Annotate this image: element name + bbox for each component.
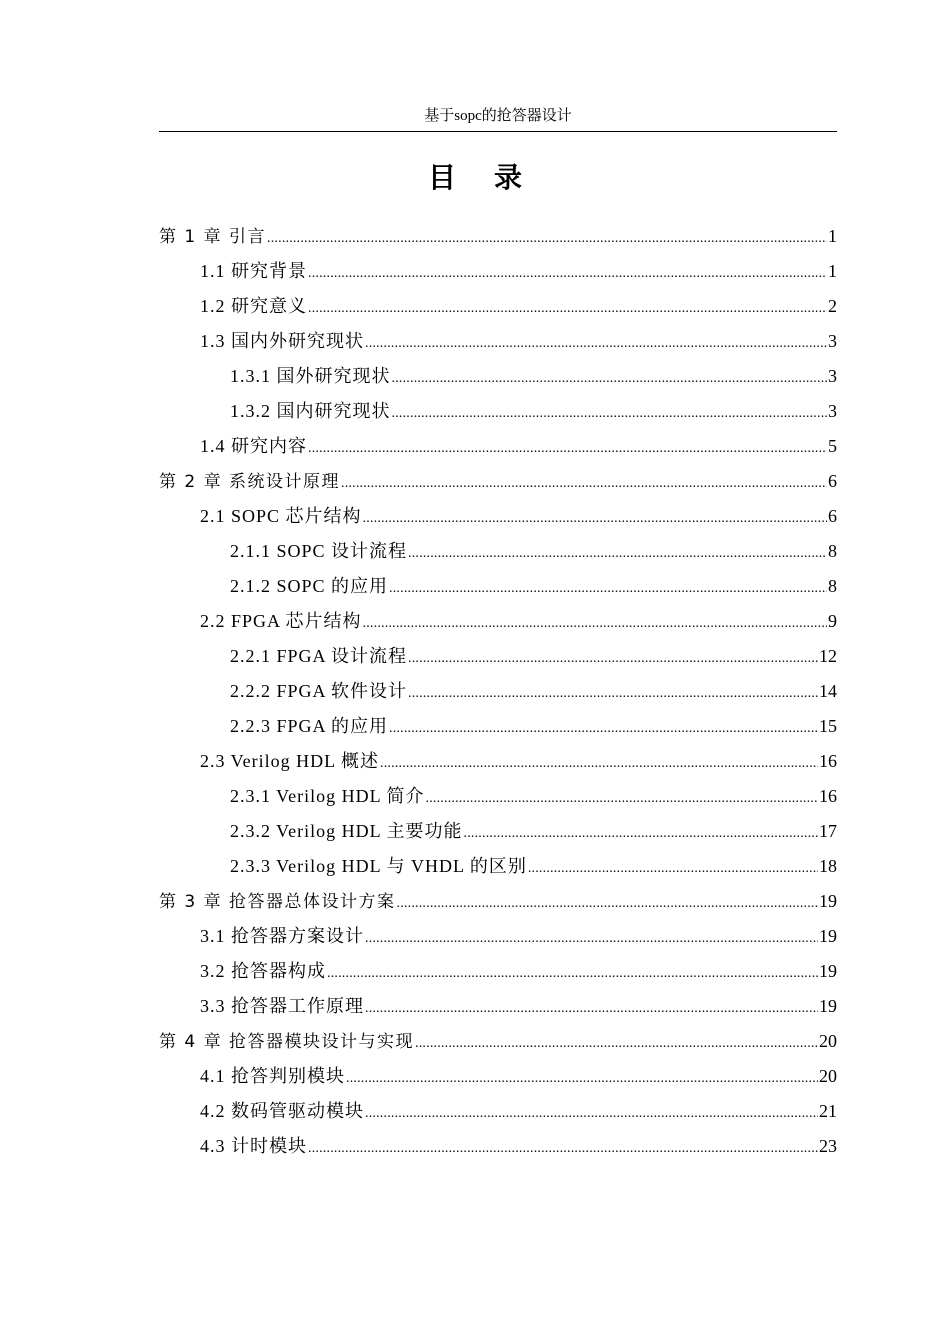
- toc-entry-page-number: 23: [819, 1136, 837, 1156]
- toc-entry[interactable]: [200, 604, 837, 639]
- toc-entry[interactable]: [159, 884, 837, 919]
- toc-entry[interactable]: [230, 674, 837, 709]
- toc-entry-page-number: 14: [819, 681, 837, 701]
- toc-entry[interactable]: [200, 744, 837, 779]
- toc-entry[interactable]: [200, 1129, 837, 1164]
- toc-entry[interactable]: [230, 849, 837, 884]
- toc-entry-label: 2.2.1 FPGA 设计流程: [230, 646, 408, 666]
- toc-entry[interactable]: [230, 569, 837, 604]
- toc-entry[interactable]: [200, 1094, 837, 1129]
- toc-entry-page-number: 1: [828, 226, 837, 246]
- toc-entry-label: 1.2 研究意义: [200, 296, 307, 316]
- toc-entry-page-number: 19: [819, 961, 837, 981]
- dot-leader: [327, 956, 818, 991]
- toc-entry[interactable]: [230, 534, 837, 569]
- toc-entry-page-number: 17: [819, 821, 837, 841]
- toc-entry-page-number: 20: [819, 1031, 837, 1051]
- toc-entry-page-number: 8: [828, 541, 837, 561]
- toc-entry-label: 2.1.1 SOPC 设计流程: [230, 541, 408, 561]
- toc-entry-label: 第 2 章 系统设计原理: [159, 472, 341, 492]
- toc-entry-page-number: 6: [828, 506, 837, 526]
- toc-entry-page-number: 19: [819, 996, 837, 1016]
- dot-leader: [392, 396, 828, 431]
- toc-entry-page-number: 2: [828, 296, 837, 316]
- toc-entry-page-number: 18: [819, 856, 837, 876]
- toc-entry-label: 2.3 Verilog HDL 概述: [200, 751, 379, 771]
- dot-leader: [408, 641, 818, 676]
- toc-entry[interactable]: [159, 464, 837, 499]
- dot-leader: [363, 606, 827, 641]
- toc-entry-page-number: 19: [819, 891, 837, 911]
- dot-leader: [464, 816, 819, 851]
- toc-entry-page-number: 3: [828, 401, 837, 421]
- toc-entry-label: 1.1 研究背景: [200, 261, 307, 281]
- toc-entry-page-number: 6: [828, 471, 837, 491]
- dot-leader: [308, 431, 827, 466]
- toc-entry[interactable]: [200, 499, 837, 534]
- toc-entry-label: 2.1.2 SOPC 的应用: [230, 576, 389, 596]
- toc-entry-label: 第 3 章 抢答器总体设计方案: [159, 892, 396, 912]
- dot-leader: [380, 746, 818, 781]
- page-header: 基于sopc的抢答器设计: [424, 108, 572, 124]
- toc-entry-label: 1.3.1 国外研究现状: [230, 366, 391, 386]
- toc-entry-page-number: 20: [819, 1066, 837, 1086]
- toc-entry-label: 第 4 章 抢答器模块设计与实现: [159, 1032, 415, 1052]
- dot-leader: [389, 711, 818, 746]
- toc-entry-page-number: 5: [828, 436, 837, 456]
- toc-entry-label: 2.3.1 Verilog HDL 简介: [230, 786, 425, 806]
- toc-entry-page-number: 12: [819, 646, 837, 666]
- toc-entry[interactable]: [230, 814, 837, 849]
- dot-leader: [408, 676, 818, 711]
- toc-entry[interactable]: [200, 289, 837, 324]
- dot-leader: [308, 256, 827, 291]
- toc-entry-label: 1.3 国内外研究现状: [200, 331, 364, 351]
- toc-entry[interactable]: [200, 919, 837, 954]
- dot-leader: [365, 991, 818, 1026]
- toc-entry-page-number: 9: [828, 611, 837, 631]
- toc-entry-label: 3.3 抢答器工作原理: [200, 996, 364, 1016]
- dot-leader: [397, 886, 818, 921]
- toc-entry[interactable]: [230, 639, 837, 674]
- header-rule: [159, 131, 837, 132]
- toc-entry[interactable]: [200, 1059, 837, 1094]
- toc-entry-label: 2.2.2 FPGA 软件设计: [230, 681, 408, 701]
- toc-entry-label: 3.2 抢答器构成: [200, 961, 326, 981]
- dot-leader: [392, 361, 828, 396]
- toc-entry-page-number: 15: [819, 716, 837, 736]
- toc-entry-label: 2.3.3 Verilog HDL 与 VHDL 的区别: [230, 856, 527, 876]
- toc-entry-label: 4.1 抢答判别模块: [200, 1066, 345, 1086]
- dot-leader: [267, 221, 827, 256]
- toc-entry-page-number: 3: [828, 366, 837, 386]
- toc-entry[interactable]: [159, 1024, 837, 1059]
- dot-leader: [365, 326, 827, 361]
- toc-entry[interactable]: [200, 254, 837, 289]
- toc-entry-label: 4.2 数码管驱动模块: [200, 1101, 364, 1121]
- toc-entry[interactable]: [200, 954, 837, 989]
- toc-entry-page-number: 16: [819, 751, 837, 771]
- toc-entry[interactable]: [230, 394, 837, 429]
- toc-entry[interactable]: [200, 324, 837, 359]
- toc-entry[interactable]: [230, 709, 837, 744]
- dot-leader: [389, 571, 827, 606]
- dot-leader: [346, 1061, 818, 1096]
- dot-leader: [415, 1026, 818, 1061]
- toc-entry-label: 1.3.2 国内研究现状: [230, 401, 391, 421]
- dot-leader: [408, 536, 827, 571]
- dot-leader: [363, 501, 827, 536]
- toc-entry-page-number: 19: [819, 926, 837, 946]
- dot-leader: [308, 1131, 818, 1166]
- toc-entry[interactable]: [200, 429, 837, 464]
- dot-leader: [528, 851, 818, 886]
- toc-entry-page-number: 21: [819, 1101, 837, 1121]
- toc-entry-page-number: 3: [828, 331, 837, 351]
- toc-entry[interactable]: [230, 359, 837, 394]
- toc-entry-label: 2.1 SOPC 芯片结构: [200, 506, 362, 526]
- toc-entry-label: 2.3.2 Verilog HDL 主要功能: [230, 821, 463, 841]
- toc-entry-page-number: 8: [828, 576, 837, 596]
- dot-leader: [308, 291, 827, 326]
- toc-title: 目录: [427, 161, 560, 194]
- toc-entry-label: 2.2 FPGA 芯片结构: [200, 611, 362, 631]
- dot-leader: [341, 466, 827, 501]
- toc-entry-label: 2.2.3 FPGA 的应用: [230, 716, 389, 736]
- toc-entry-page-number: 1: [828, 261, 837, 281]
- toc-entry[interactable]: [159, 219, 837, 254]
- toc-entry-label: 3.1 抢答器方案设计: [200, 926, 364, 946]
- toc-entry-label: 4.3 计时模块: [200, 1136, 307, 1156]
- toc-entry[interactable]: [200, 989, 837, 1024]
- toc-entry-label: 第 1 章 引言: [159, 227, 267, 247]
- dot-leader: [365, 1096, 818, 1131]
- dot-leader: [426, 781, 819, 816]
- toc-entry[interactable]: [230, 779, 837, 814]
- toc-entry-label: 1.4 研究内容: [200, 436, 307, 456]
- toc-entry-page-number: 16: [819, 786, 837, 806]
- dot-leader: [365, 921, 818, 956]
